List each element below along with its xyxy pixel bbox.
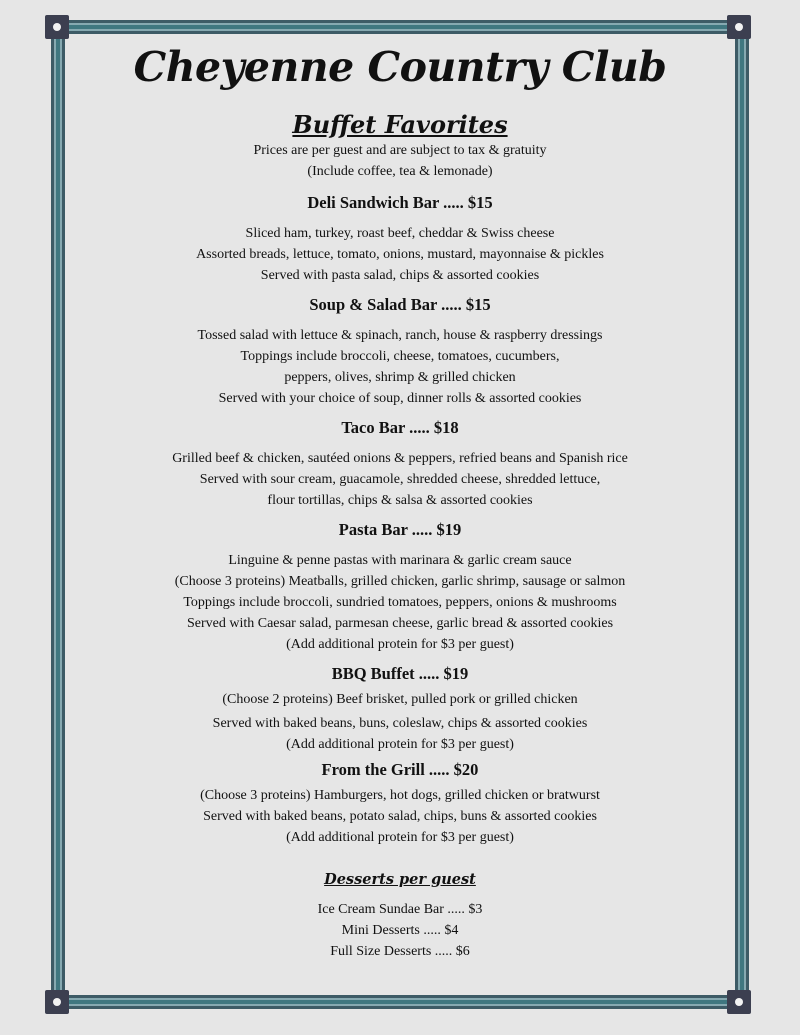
section-line: Toppings include broccoli, cheese, tomatoes, cucumbers, (240, 349, 560, 364)
section-body-grill (70, 785, 730, 848)
section-line: (Choose 3 proteins) Meatballs, grilled chicken, garlic shrimp, sausage or salmon (174, 574, 626, 589)
frame-corner-top-left (45, 15, 69, 39)
section-line: Served with your choice of soup, dinner rolls & assorted cookies (218, 391, 582, 406)
section-line: (Choose 3 proteins) Hamburgers, hot dogs, grilled chicken or bratwurst (200, 788, 600, 803)
intro-line: Prices are per guest and are subject to tax & gratuity (253, 143, 547, 158)
section-line: Served with baked beans, buns, coleslaw, chips & assorted cookies (212, 716, 588, 731)
menu-title: Buffet Favorites (292, 110, 508, 139)
section-line: Assorted breads, lettuce, tomato, onions, mustard, mayonnaise & pickles (196, 247, 604, 262)
section-heading-taco: Taco Bar ..... $18 (341, 418, 459, 437)
section-body-bbq (70, 689, 730, 755)
club-name: Cheyenne Country Club (133, 43, 667, 91)
section-body-deli (70, 223, 730, 286)
dessert-item: Mini Desserts ..... $4 (341, 923, 459, 938)
desserts-title: Desserts per guest (324, 871, 476, 888)
frame-right-border (735, 34, 749, 995)
section-heading-deli: Deli Sandwich Bar ..... $15 (307, 193, 493, 212)
frame-bottom-border (57, 995, 743, 1009)
section-body-soup-salad (70, 325, 730, 409)
section-line: Served with pasta salad, chips & assorted cookies (260, 268, 540, 283)
intro-line: (Include coffee, tea & lemonade) (307, 164, 493, 179)
section-line: Grilled beef & chicken, sautéed onions & peppers, refried beans and Spanish rice (172, 451, 628, 466)
section-line: (Choose 2 proteins) Beef brisket, pulled pork or grilled chicken (222, 692, 578, 707)
section-line: Served with sour cream, guacamole, shredded cheese, shredded lettuce, (199, 472, 601, 487)
section-line: (Add additional protein for $3 per guest) (286, 637, 514, 652)
section-line: Toppings include broccoli, sundried tomatoes, peppers, onions & mushrooms (183, 595, 617, 610)
dessert-item: Ice Cream Sundae Bar ..... $3 (317, 902, 483, 917)
section-heading-bbq: BBQ Buffet ..... $19 (331, 664, 469, 683)
frame-corner-bottom-right (727, 990, 751, 1014)
section-heading-pasta: Pasta Bar ..... $19 (338, 520, 462, 539)
section-line: Served with baked beans, potato salad, chips, buns & assorted cookies (203, 809, 597, 824)
menu-content (70, 38, 730, 962)
section-heading-grill: From the Grill ..... $20 (321, 760, 479, 779)
frame-left-border (51, 34, 65, 995)
section-line: peppers, olives, shrimp & grilled chicken (284, 370, 516, 385)
section-body-pasta (70, 550, 730, 655)
frame-corner-top-right (727, 15, 751, 39)
section-line: (Add additional protein for $3 per guest) (286, 830, 514, 845)
section-line: Served with Caesar salad, parmesan cheese, garlic bread & assorted cookies (186, 616, 614, 631)
section-line: flour tortillas, chips & salsa & assorted cookies (267, 493, 533, 508)
section-line: Linguine & penne pastas with marinara & garlic cream sauce (228, 553, 572, 568)
section-line: Tossed salad with lettuce & spinach, ranch, house & raspberry dressings (197, 328, 603, 343)
section-body-taco (70, 448, 730, 511)
section-line: Sliced ham, turkey, roast beef, cheddar & Swiss cheese (245, 226, 555, 241)
section-line: (Add additional protein for $3 per guest) (286, 737, 514, 752)
dessert-item: Full Size Desserts ..... $6 (330, 944, 470, 959)
desserts-list (70, 899, 730, 962)
frame-corner-bottom-left (45, 990, 69, 1014)
section-heading-soup-salad: Soup & Salad Bar ..... $15 (309, 295, 491, 314)
frame-top-border (57, 20, 743, 34)
